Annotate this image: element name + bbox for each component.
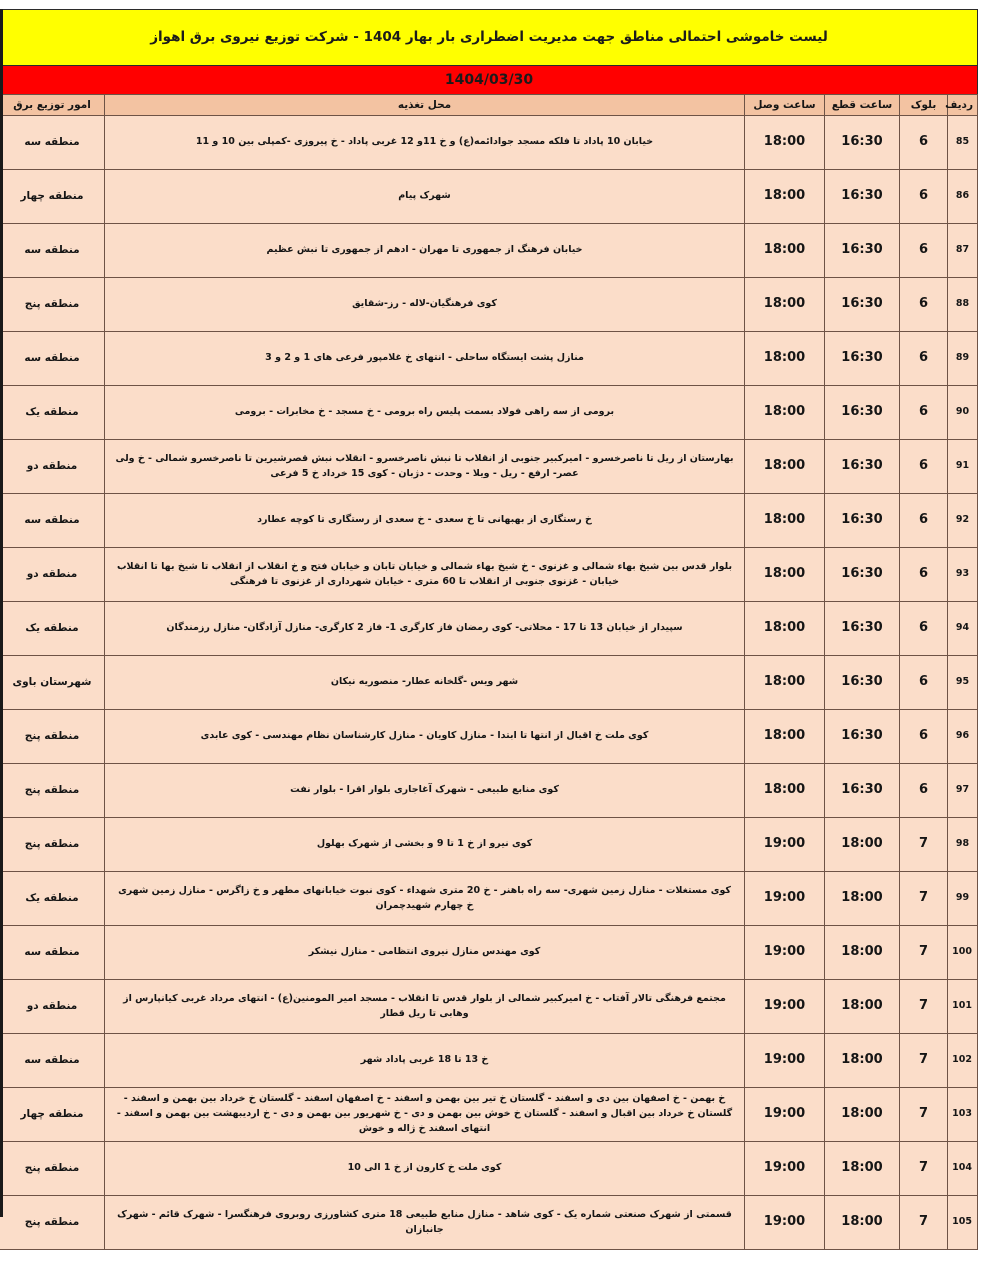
cell-blok: 6 bbox=[900, 440, 948, 494]
cell-mahal-taghzie: سپیدار از خیابان 13 تا 17 - محلاتی- کوی رمضان فاز کارگری 1- فاز 2 کارگری- منازل آزادگان- منازل رزمندگان bbox=[105, 602, 745, 656]
cell-mahal-taghzie: کوی ملت خ اقبال از انتها تا ابتدا - منازل کاویان - منازل کارشناسان نظام مهندسی - کوی عابدی bbox=[105, 710, 745, 764]
table-row bbox=[0, 656, 978, 710]
cell-mahal-taghzie: کوی منابع طبیعی - شهرک آغاجاری بلوار اقرا - بلوار نفت bbox=[105, 764, 745, 818]
schedule-date: 1404/03/30 bbox=[444, 72, 534, 88]
cell-saat-vasl: 18:00 bbox=[745, 710, 825, 764]
cell-omur: منطقه پنج bbox=[0, 818, 105, 872]
cell-saat-vasl: 18:00 bbox=[745, 440, 825, 494]
cell-mahal-taghzie: مجتمع فرهنگی تالار آفتاب - خ امیرکبیر شمالی از بلوار قدس تا انقلاب - مسجد امیر المومنین(ع) - انتهای مرداد غربی کیانپارس از وهابی تا ریل قطار bbox=[105, 980, 745, 1034]
title-band bbox=[1, 10, 977, 65]
cell-saat-vasl: 19:00 bbox=[745, 1142, 825, 1196]
cell-radif: 90 bbox=[948, 386, 978, 440]
cell-blok: 7 bbox=[900, 818, 948, 872]
cell-saat-vasl: 19:00 bbox=[745, 872, 825, 926]
cell-saat-vasl: 18:00 bbox=[745, 764, 825, 818]
cell-saat-ghat: 16:30 bbox=[825, 278, 900, 332]
cell-blok: 7 bbox=[900, 1088, 948, 1142]
page-title: لیست خاموشی احتمالی مناطق جهت مدیریت اضطراری بار بهار 1404 - شرکت توزیع نیروی برق اهواز bbox=[150, 29, 828, 46]
cell-omur: منطقه سه bbox=[0, 332, 105, 386]
cell-mahal-taghzie: کوی مستغلات - منازل زمین شهری- سه راه باهنر - خ 20 متری شهداء - کوی نبوت خیابانهای مطهر و خ زاگرس - منازل زمین شهری خ چهارم شهیدچمران bbox=[105, 872, 745, 926]
cell-radif: 99 bbox=[948, 872, 978, 926]
cell-saat-vasl: 19:00 bbox=[745, 1196, 825, 1250]
table-row bbox=[0, 116, 978, 170]
cell-saat-ghat: 16:30 bbox=[825, 386, 900, 440]
cell-mahal-taghzie: بلوار قدس بین شیخ بهاء شمالی و غزنوی - خ شیخ بهاء شمالی و خیابان تابان و خیابان فتح و خ انقلاب از انقلاب تا شیخ بها تا انقلاب خیابان - غزنوی جنوبی از انقلاب تا 60 متری - خیابان شهرداری از غزنوی تا فرهنگی bbox=[105, 548, 745, 602]
cell-blok: 6 bbox=[900, 278, 948, 332]
cell-saat-vasl: 18:00 bbox=[745, 224, 825, 278]
table-row bbox=[0, 278, 978, 332]
cell-omur: منطقه پنج bbox=[0, 1142, 105, 1196]
cell-mahal-taghzie: خ بهمن - خ اصفهان بین دی و اسفند - گلستان خ تیر بین بهمن و اسفند - خ اصفهان اسفند - گلستان خ خرداد بین بهمن و اسفند - گلستان خ خرداد بین اقبال و اسفند - گلستان خ خوش بین بهمن و دی - خ شهریور بین بهمن و دی - خ اردیبهشت بین بهمن و اسفند - انتهای اسفند خ ژاله و خوش bbox=[105, 1088, 745, 1142]
table-row bbox=[0, 440, 978, 494]
cell-radif: 102 bbox=[948, 1034, 978, 1088]
cell-omur: منطقه یک bbox=[0, 602, 105, 656]
cell-mahal-taghzie: برومی از سه راهی فولاد بسمت پلیس راه برومی - خ مسجد - خ مخابرات - برومی bbox=[105, 386, 745, 440]
table-row bbox=[0, 548, 978, 602]
cell-saat-vasl: 18:00 bbox=[745, 278, 825, 332]
cell-radif: 94 bbox=[948, 602, 978, 656]
cell-radif: 89 bbox=[948, 332, 978, 386]
cell-mahal-taghzie: شهر ویس -گلخانه عطار- منصوریه نیکان bbox=[105, 656, 745, 710]
cell-saat-ghat: 16:30 bbox=[825, 548, 900, 602]
cell-blok: 7 bbox=[900, 926, 948, 980]
cell-radif: 91 bbox=[948, 440, 978, 494]
cell-saat-ghat: 16:30 bbox=[825, 116, 900, 170]
cell-radif: 101 bbox=[948, 980, 978, 1034]
column-header-saat-vasl: ساعت وصل bbox=[745, 95, 825, 116]
column-header-mahal-taghzie: محل تغذیه bbox=[105, 95, 745, 116]
table-row bbox=[0, 602, 978, 656]
cell-saat-ghat: 16:30 bbox=[825, 332, 900, 386]
cell-saat-ghat: 18:00 bbox=[825, 872, 900, 926]
cell-omur: منطقه سه bbox=[0, 116, 105, 170]
cell-omur: منطقه چهار bbox=[0, 170, 105, 224]
cell-blok: 6 bbox=[900, 332, 948, 386]
cell-omur: منطقه سه bbox=[0, 1034, 105, 1088]
cell-blok: 6 bbox=[900, 710, 948, 764]
document-banner bbox=[0, 9, 978, 94]
column-header-omur: امور توزیع برق bbox=[0, 95, 105, 116]
cell-mahal-taghzie: کوی فرهنگیان-لاله - رز-شقایق bbox=[105, 278, 745, 332]
cell-radif: 92 bbox=[948, 494, 978, 548]
table-row bbox=[0, 872, 978, 926]
cell-radif: 93 bbox=[948, 548, 978, 602]
cell-saat-ghat: 16:30 bbox=[825, 224, 900, 278]
cell-saat-vasl: 18:00 bbox=[745, 548, 825, 602]
cell-saat-vasl: 18:00 bbox=[745, 116, 825, 170]
table-row bbox=[0, 224, 978, 278]
table-row bbox=[0, 710, 978, 764]
cell-radif: 100 bbox=[948, 926, 978, 980]
cell-blok: 6 bbox=[900, 170, 948, 224]
cell-blok: 6 bbox=[900, 116, 948, 170]
cell-saat-ghat: 18:00 bbox=[825, 926, 900, 980]
cell-mahal-taghzie: خیابان 10 پاداد تا فلکه مسجد جوادائمه(ع) و خ 11و 12 غربی پاداد - خ پیروزی -کمپلی بین 10 و 11 bbox=[105, 116, 745, 170]
cell-omur: منطقه پنج bbox=[0, 1196, 105, 1250]
cell-blok: 6 bbox=[900, 656, 948, 710]
cell-radif: 105 bbox=[948, 1196, 978, 1250]
cell-radif: 88 bbox=[948, 278, 978, 332]
cell-saat-ghat: 16:30 bbox=[825, 656, 900, 710]
table-row bbox=[0, 980, 978, 1034]
table-row bbox=[0, 926, 978, 980]
cell-blok: 6 bbox=[900, 548, 948, 602]
cell-omur: منطقه سه bbox=[0, 494, 105, 548]
cell-blok: 6 bbox=[900, 386, 948, 440]
table-row bbox=[0, 1196, 978, 1250]
table-row bbox=[0, 170, 978, 224]
cell-omur: شهرستان باوی bbox=[0, 656, 105, 710]
cell-saat-vasl: 19:00 bbox=[745, 926, 825, 980]
cell-omur: منطقه سه bbox=[0, 224, 105, 278]
cell-saat-vasl: 18:00 bbox=[745, 386, 825, 440]
cell-omur: منطقه چهار bbox=[0, 1088, 105, 1142]
cell-mahal-taghzie: کوی مهندس منازل نیروی انتظامی - منازل نیشکر bbox=[105, 926, 745, 980]
cell-saat-ghat: 18:00 bbox=[825, 1034, 900, 1088]
cell-mahal-taghzie: بهارستان از ریل تا ناصرخسرو - امیرکبیر جنوبی از انقلاب تا نبش ناصرخسرو - انقلاب نبش قصرشیرین تا ناصرخسرو شمالی - خ ولی عصر- ارفع - ریل - ویلا - وحدت - دژبان - کوی 15 خرداد خ 5 فرعی bbox=[105, 440, 745, 494]
cell-saat-ghat: 18:00 bbox=[825, 1196, 900, 1250]
cell-saat-ghat: 16:30 bbox=[825, 602, 900, 656]
column-header-blok: بلوک bbox=[900, 95, 948, 116]
cell-blok: 7 bbox=[900, 980, 948, 1034]
cell-omur: منطقه یک bbox=[0, 386, 105, 440]
cell-saat-vasl: 18:00 bbox=[745, 170, 825, 224]
table-row bbox=[0, 1034, 978, 1088]
cell-omur: منطقه پنج bbox=[0, 710, 105, 764]
cell-omur: منطقه سه bbox=[0, 926, 105, 980]
cell-mahal-taghzie: قسمتی از شهرک صنعتی شماره یک - کوی شاهد - منازل منابع طبیعی 18 متری کشاورزی روبروی فرهنگسرا - شهرک قائم - شهرک جانبازان bbox=[105, 1196, 745, 1250]
cell-blok: 7 bbox=[900, 872, 948, 926]
cell-saat-vasl: 18:00 bbox=[745, 332, 825, 386]
cell-saat-vasl: 19:00 bbox=[745, 1088, 825, 1142]
cell-saat-ghat: 18:00 bbox=[825, 1142, 900, 1196]
cell-radif: 96 bbox=[948, 710, 978, 764]
cell-omur: منطقه یک bbox=[0, 872, 105, 926]
cell-radif: 104 bbox=[948, 1142, 978, 1196]
table-row bbox=[0, 1088, 978, 1142]
cell-saat-ghat: 16:30 bbox=[825, 170, 900, 224]
cell-mahal-taghzie: خیابان فرهنگ از جمهوری تا مهران - ادهم از جمهوری تا نبش عظیم bbox=[105, 224, 745, 278]
date-band bbox=[1, 65, 977, 94]
cell-radif: 97 bbox=[948, 764, 978, 818]
cell-mahal-taghzie: منازل پشت ایستگاه ساحلی - انتهای خ غلامپور فرعی های 1 و 2 و 3 bbox=[105, 332, 745, 386]
cell-saat-ghat: 18:00 bbox=[825, 980, 900, 1034]
cell-mahal-taghzie: خ رستگاری از بهبهانی تا خ سعدی - خ سعدی از رستگاری تا کوچه عطارد bbox=[105, 494, 745, 548]
cell-omur: منطقه دو bbox=[0, 440, 105, 494]
cell-omur: منطقه دو bbox=[0, 548, 105, 602]
cell-blok: 7 bbox=[900, 1034, 948, 1088]
cell-saat-vasl: 19:00 bbox=[745, 818, 825, 872]
cell-mahal-taghzie: شهرک پیام bbox=[105, 170, 745, 224]
table-row bbox=[0, 764, 978, 818]
cell-radif: 98 bbox=[948, 818, 978, 872]
column-header-radif: ردیف bbox=[948, 95, 978, 116]
table-row bbox=[0, 1142, 978, 1196]
cell-saat-vasl: 18:00 bbox=[745, 602, 825, 656]
cell-blok: 6 bbox=[900, 494, 948, 548]
header-row bbox=[0, 95, 978, 116]
cell-blok: 6 bbox=[900, 224, 948, 278]
cell-radif: 85 bbox=[948, 116, 978, 170]
table-body bbox=[0, 116, 978, 1250]
cell-saat-ghat: 16:30 bbox=[825, 764, 900, 818]
cell-omur: منطقه پنج bbox=[0, 278, 105, 332]
cell-blok: 7 bbox=[900, 1142, 948, 1196]
table-header bbox=[0, 95, 978, 116]
cell-radif: 95 bbox=[948, 656, 978, 710]
table-row bbox=[0, 494, 978, 548]
cell-saat-ghat: 18:00 bbox=[825, 1088, 900, 1142]
cell-saat-ghat: 16:30 bbox=[825, 710, 900, 764]
outage-table bbox=[0, 94, 978, 1250]
cell-saat-vasl: 19:00 bbox=[745, 1034, 825, 1088]
cell-radif: 87 bbox=[948, 224, 978, 278]
cell-saat-ghat: 16:30 bbox=[825, 494, 900, 548]
cell-saat-vasl: 18:00 bbox=[745, 656, 825, 710]
cell-radif: 86 bbox=[948, 170, 978, 224]
cell-omur: منطقه دو bbox=[0, 980, 105, 1034]
table-row bbox=[0, 818, 978, 872]
cell-saat-vasl: 18:00 bbox=[745, 494, 825, 548]
cell-mahal-taghzie: کوی نیرو از خ 1 تا 9 و بخشی از شهرک بهلول bbox=[105, 818, 745, 872]
cell-saat-vasl: 19:00 bbox=[745, 980, 825, 1034]
table-row bbox=[0, 332, 978, 386]
column-header-saat-ghat: ساعت قطع bbox=[825, 95, 900, 116]
cell-saat-ghat: 18:00 bbox=[825, 818, 900, 872]
cell-omur: منطقه پنج bbox=[0, 764, 105, 818]
cell-blok: 7 bbox=[900, 1196, 948, 1250]
table-row bbox=[0, 386, 978, 440]
cell-radif: 103 bbox=[948, 1088, 978, 1142]
cell-blok: 6 bbox=[900, 764, 948, 818]
cell-mahal-taghzie: خ 13 تا 18 غربی پاداد شهر bbox=[105, 1034, 745, 1088]
cell-mahal-taghzie: کوی ملت خ کارون از خ 1 الی 10 bbox=[105, 1142, 745, 1196]
cell-blok: 6 bbox=[900, 602, 948, 656]
cell-saat-ghat: 16:30 bbox=[825, 440, 900, 494]
